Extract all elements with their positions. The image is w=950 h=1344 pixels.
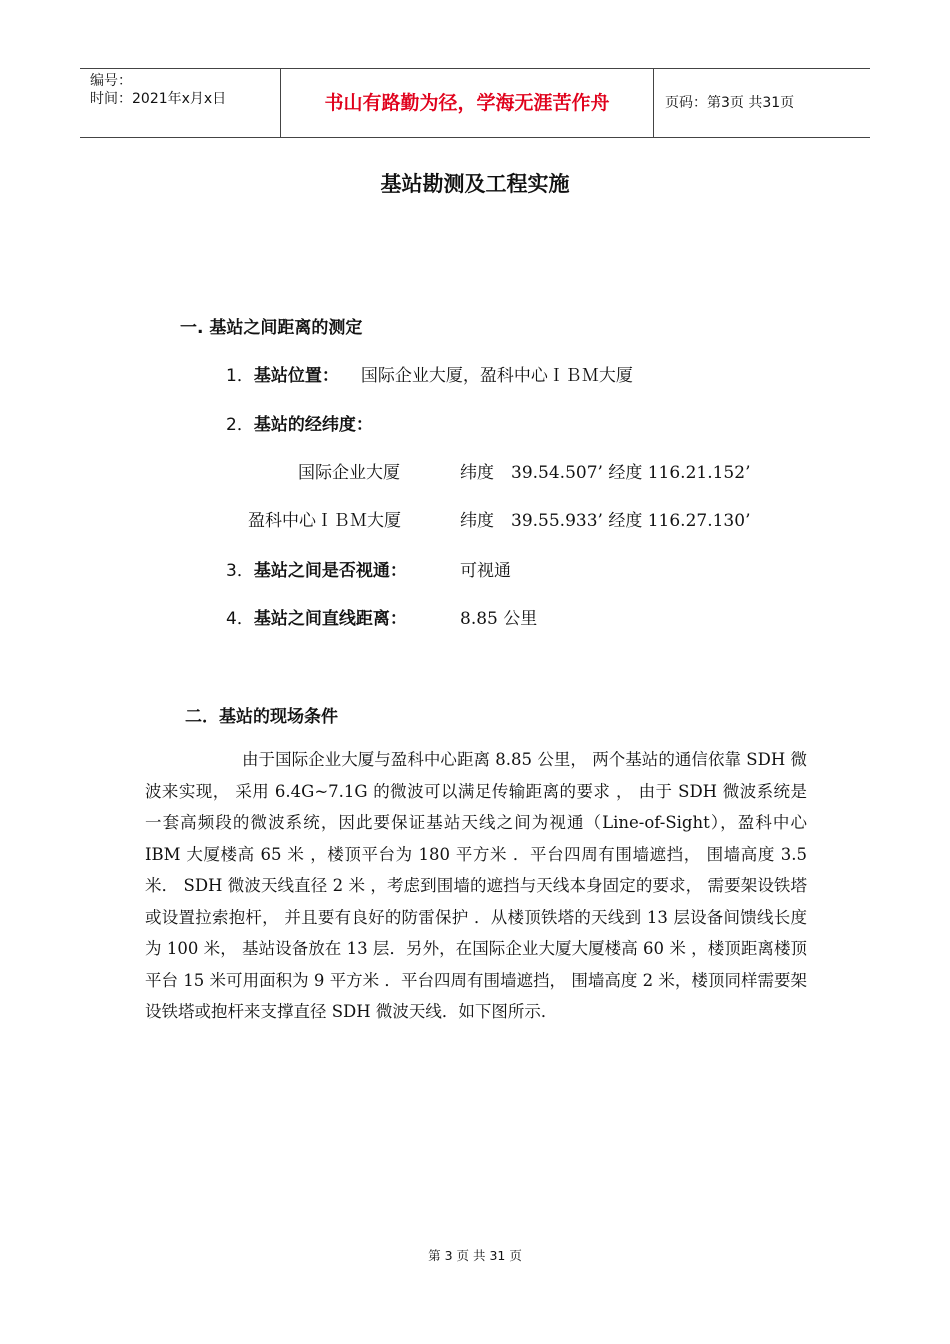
header-meta [80,69,281,137]
item-number: 3． [226,561,254,581]
section2-heading: 二．基站的现场条件 [185,707,338,727]
item-value-line-of-sight: 可视通 [460,561,511,581]
item-value-distance: 8.85 公里 [460,609,538,629]
coord-name-2: 盈科中心ＩＢＭ大厦 [248,511,401,531]
item-label: 基站位置： [253,366,339,386]
item-label: 基站之间直线距离： [253,609,407,629]
coord-name-1: 国际企业大厦 [298,463,400,483]
list-item-distance [226,604,407,629]
document-title: 基站勘测及工程实施 [380,172,570,196]
item-value: 国际企业大厦，盈科中心ＩＢＭ大厦 [360,366,633,386]
coord-value-2: 纬度 39.55.933’ 经度 116.27.130’ [460,511,751,531]
item-label: 基站之间是否视通： [253,561,407,581]
section2-paragraph [145,744,807,1028]
header-page-info: 页码：第3页 共31页 [665,95,795,111]
section1-heading: 一. 基站之间距离的测定 [180,318,363,338]
list-item-coordinates [226,410,373,435]
page-header [80,68,870,138]
header-motto: 书山有路勤为径，学海无涯苦作舟 [281,69,654,137]
paragraph-text: 由于国际企业大厦与盈科中心距离 8.85 公里， 两个基站的通信依靠 SDH 微波来实现， 采用 6.4G~7.1G 的微波可以满足传输距离的要求 ， 由于 SDH 微波系统是一套高频段的微波系统，因此要保证基站天线之间为视通（Line-of-Sight），盈科中心 IBM 大厦楼高 65 米 ，楼顶平台为 180 平方米 ．平台四周有围墙遮挡， 围墙高度 3.5 米． SDH 微波天线直径 2 米 ，考虑到围墙的遮挡与天线本身固定的要求， 需要架设铁塔或设置拉索抱杆， 并且要有良好的防雷保护 ．从楼顶铁塔的天线到 13 层设备间馈线长度为 100 米， 基站设备放在 13 层．另外，在国际企业大厦大厦楼高 60 米 ，楼顶距离楼顶平台 15 米可用面积为 9 平方米 ．平台四周有围墙遮挡， 围墙高度 2 米，楼顶同样需要架设铁塔或抱杆来支撑直径 SDH 微波天线．如下图所示． [145,750,807,1021]
page-footer: 第 3 页 共 31 页 [428,1248,522,1263]
header-time: 时间：2021年x月x日 [90,91,227,107]
item-number: 1． [226,366,254,386]
header-number: 编号： [90,73,132,89]
list-item-location [226,361,633,386]
coord-value-1: 纬度 39.54.507’ 经度 116.21.152’ [460,463,751,483]
list-item-line-of-sight [226,556,407,581]
item-number: 2． [226,415,254,435]
item-number: 4． [226,609,254,629]
item-label: 基站的经纬度： [253,415,373,435]
